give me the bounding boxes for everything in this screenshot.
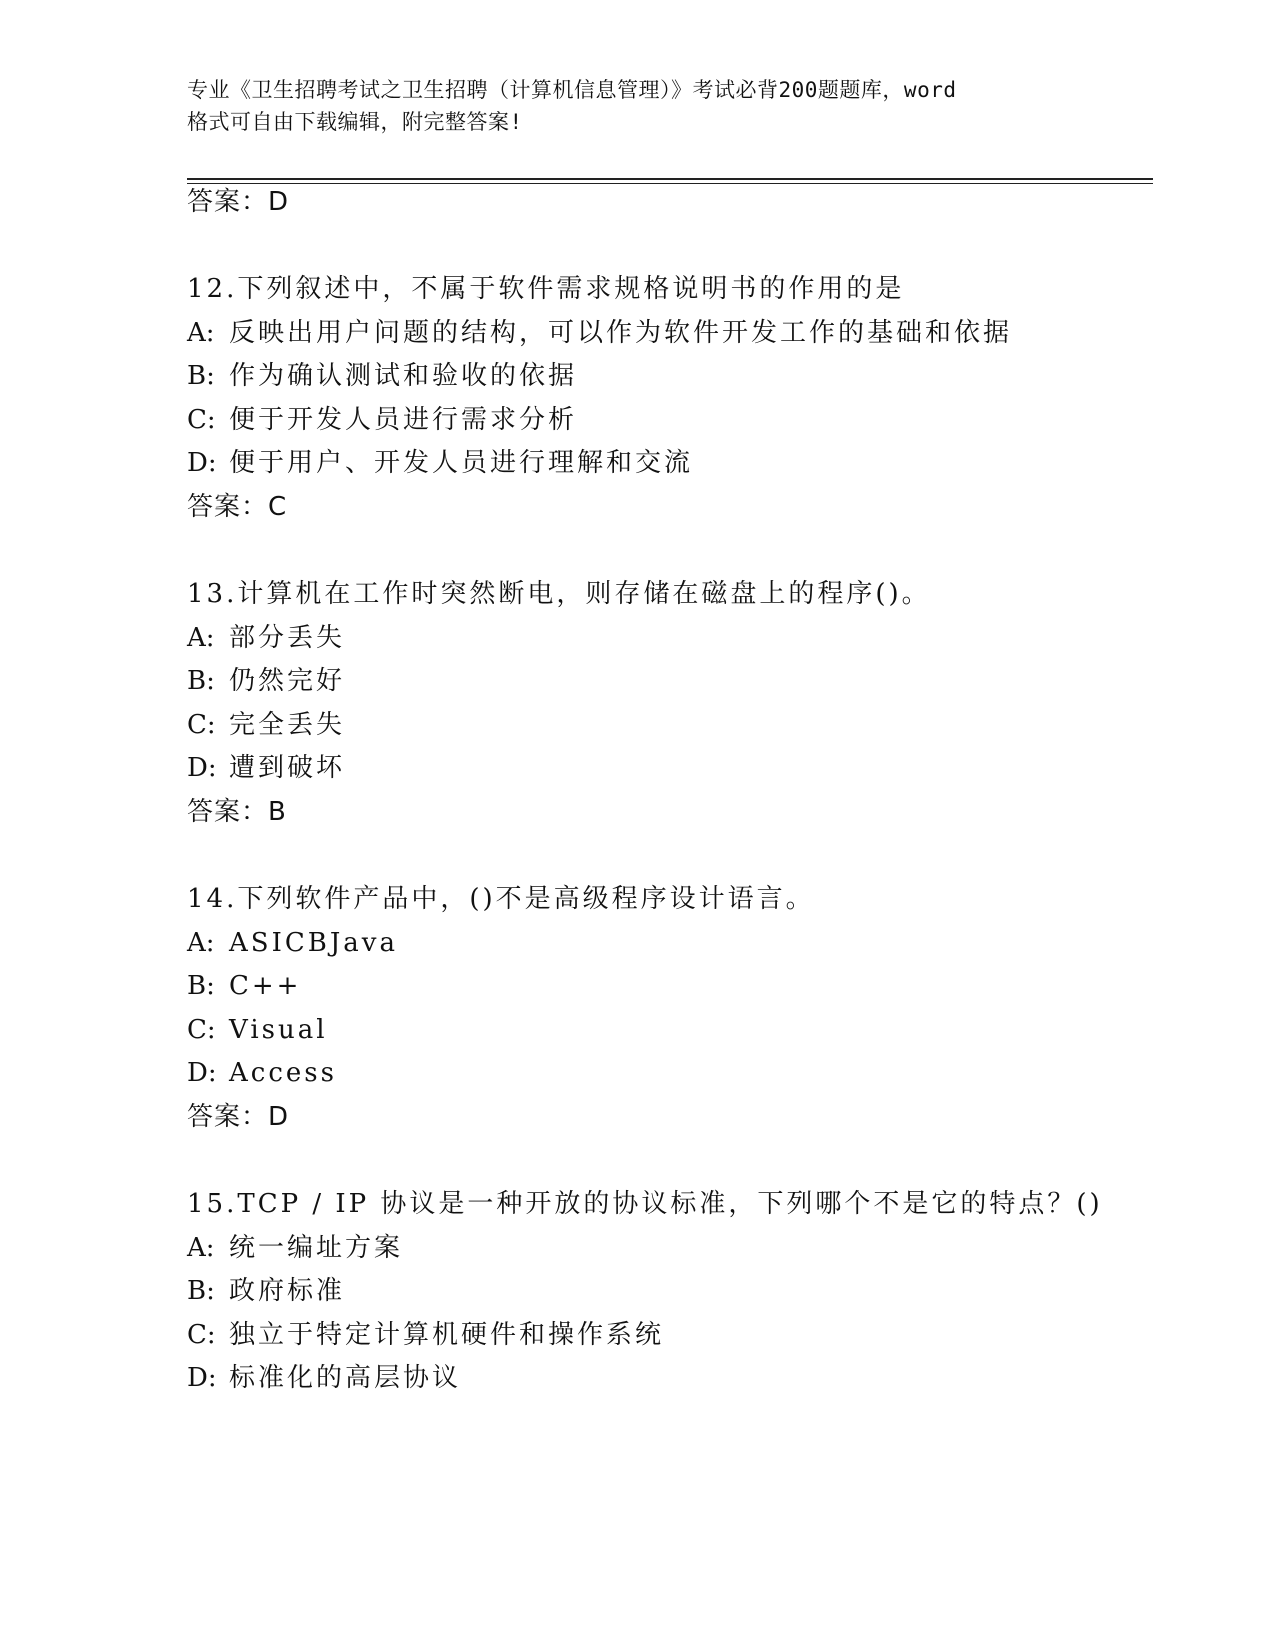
option-text: 反映出用户问题的结构，可以作为软件开发工作的基础和依据 xyxy=(229,318,1013,348)
option-text: 独立于特定计算机硬件和操作系统 xyxy=(229,1320,665,1350)
option-line xyxy=(187,1057,337,1089)
header-divider-thin xyxy=(187,183,1153,184)
option-text: ASICBJava xyxy=(229,928,398,958)
option-text: 仍然完好 xyxy=(229,666,346,696)
option-key: D: xyxy=(187,1363,217,1393)
option-line xyxy=(187,1014,328,1046)
option-text: C++ xyxy=(229,971,302,1001)
option-key: C: xyxy=(187,405,216,435)
option-text: 遭到破坏 xyxy=(229,753,346,783)
option-key: A: xyxy=(187,318,215,348)
option-line xyxy=(187,447,693,479)
header-line-1: 专业《卫生招聘考试之卫生招聘（计算机信息管理）》考试必背200题题库，word xyxy=(187,78,957,102)
option-text: 标准化的高层协议 xyxy=(229,1363,462,1393)
option-key: B: xyxy=(187,971,215,1001)
option-text: 便于用户、开发人员进行理解和交流 xyxy=(229,448,694,478)
option-line xyxy=(187,970,301,1002)
option-key: B: xyxy=(187,1276,215,1306)
option-key: A: xyxy=(187,1233,215,1263)
option-line xyxy=(187,1362,461,1394)
question-stem: 12.下列叙述中，不属于软件需求规格说明书的作用的是 xyxy=(187,274,905,304)
option-key: D: xyxy=(187,448,217,478)
option-key: D: xyxy=(187,1058,217,1088)
answer-line: 答案：D xyxy=(187,1102,290,1132)
answer-line: 答案：C xyxy=(187,492,288,522)
document-header xyxy=(187,74,1087,138)
option-text: 部分丢失 xyxy=(229,623,346,653)
option-text: 便于开发人员进行需求分析 xyxy=(229,405,578,435)
option-text: Access xyxy=(229,1058,337,1088)
option-line xyxy=(187,752,345,784)
previous-answer: 答案：D xyxy=(187,187,290,217)
option-text: 统一编址方案 xyxy=(229,1233,404,1263)
option-line xyxy=(187,1319,664,1351)
option-key: D: xyxy=(187,753,217,783)
option-line xyxy=(187,317,1012,349)
option-text: 政府标准 xyxy=(229,1276,346,1306)
option-line xyxy=(187,1275,345,1307)
option-key: C: xyxy=(187,1015,216,1045)
option-line xyxy=(187,709,345,741)
option-text: 作为确认测试和验收的依据 xyxy=(229,361,578,391)
option-key: C: xyxy=(187,1320,216,1350)
option-line xyxy=(187,360,577,392)
header-divider xyxy=(187,178,1153,180)
option-text: 完全丢失 xyxy=(229,710,346,740)
question-stem: 15.TCP / IP 协议是一种开放的协议标准，下列哪个不是它的特点？() xyxy=(187,1189,1103,1219)
question-stem: 14.下列软件产品中，()不是高级程序设计语言。 xyxy=(187,884,815,914)
option-key: A: xyxy=(187,623,215,653)
option-line xyxy=(187,404,577,436)
option-line xyxy=(187,927,398,959)
option-key: C: xyxy=(187,710,216,740)
option-line xyxy=(187,622,345,654)
question-stem: 13.计算机在工作时突然断电，则存储在磁盘上的程序()。 xyxy=(187,579,931,609)
option-line xyxy=(187,665,345,697)
header-line-2: 格式可自由下载编辑，附完整答案! xyxy=(187,110,523,134)
option-line xyxy=(187,1232,403,1264)
option-key: A: xyxy=(187,928,215,958)
answer-line: 答案：B xyxy=(187,797,287,827)
option-text: Visual xyxy=(229,1015,328,1045)
option-key: B: xyxy=(187,666,215,696)
option-key: B: xyxy=(187,361,215,391)
